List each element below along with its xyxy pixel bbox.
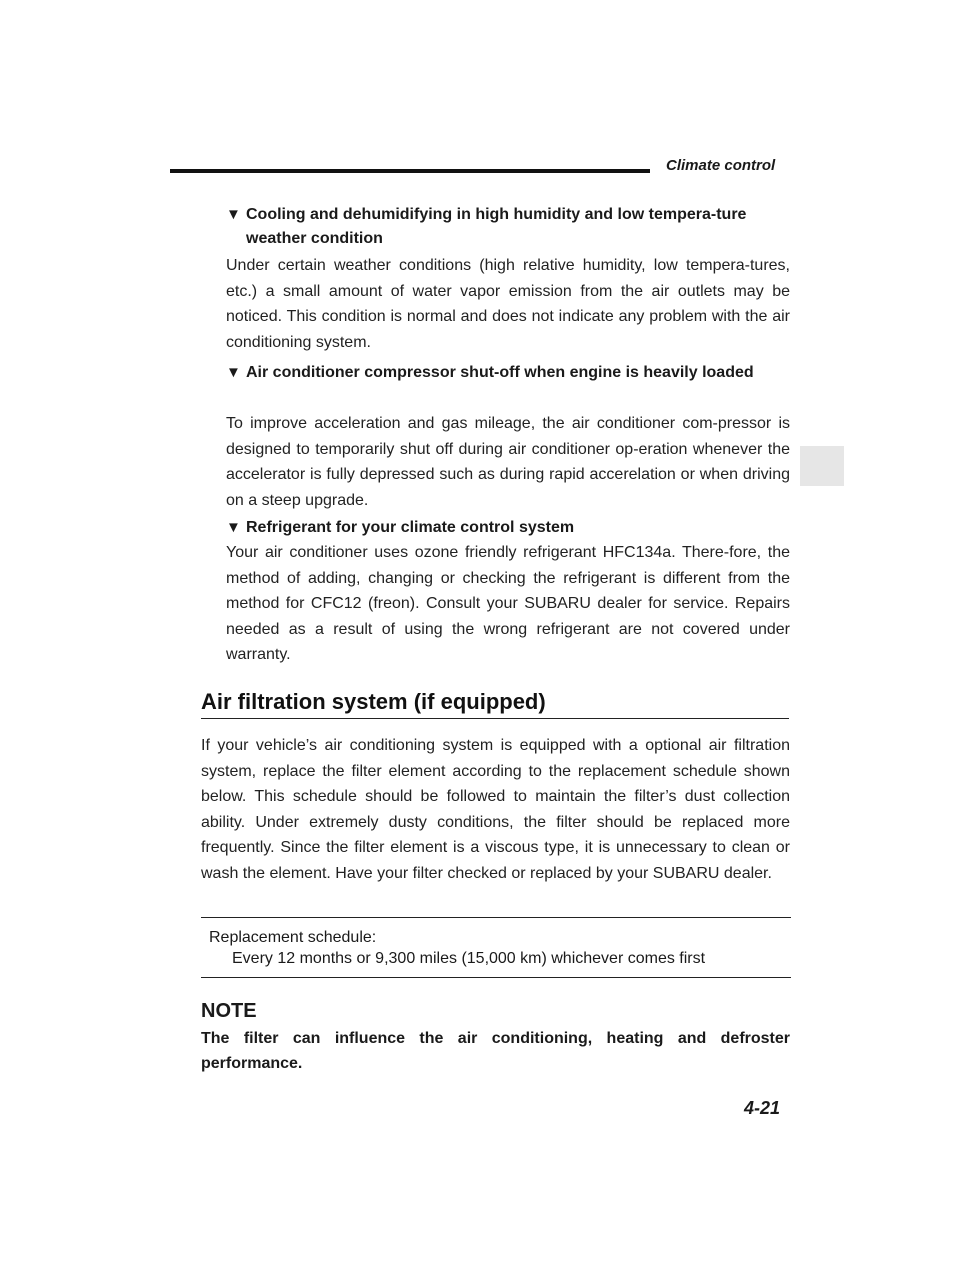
subheading-refrigerant: [226, 516, 790, 540]
subheading-text: Refrigerant for your climate control system: [246, 519, 575, 536]
subheading-text: Cooling and dehumidifying in high humidity and low tempera-ture weather condition: [246, 206, 747, 247]
section-intro-paragraph: If your vehicle’s air conditioning system is equipped with a optional air filtration system, replace the filter element according to the replacement schedule shown below. This schedule should be followed to maintain the filter’s dust collection ability. Under extremely dusty conditions, the filter should be replaced more frequently. Since the filter element is a viscous type, it is unnecessary to clean or wash the element. Have your filter checked or replaced by your SUBARU dealer.: [201, 737, 790, 882]
running-header-title: Climate control: [666, 157, 776, 174]
header-rule: [170, 169, 650, 173]
paragraph-refrigerant: Your air conditioner uses ozone friendly refrigerant HFC134a. There-fore, the method of adding, changing or checking the refrigerant is different from the method for CFC12 (freon). Consult your SUBARU dealer for service. Repairs needed as a result of using the wrong refrigerant are not covered under warranty.: [226, 544, 790, 664]
schedule-detail: Every 12 months or 9,300 miles (15,000 km) whichever comes first: [232, 950, 706, 967]
paragraph-compressor-shutoff: To improve acceleration and gas mileage, the air conditioner com-pressor is designed to temporarily shut off during air conditioner op-eration whenever the accelerator is fully depressed such as during rapid accerelation or when driving on a steep upgrade.: [226, 415, 790, 509]
section-title: Air filtration system (if equipped): [201, 689, 546, 714]
subheading-compressor-shutoff: [226, 361, 790, 385]
page-number: 4-21: [744, 1098, 781, 1118]
note-text: The filter can influence the air conditioning, heating and defroster performance.: [201, 1030, 790, 1072]
schedule-top-rule: [201, 917, 791, 918]
section-title-rule: [201, 718, 789, 719]
triangle-bullet-icon: ▼: [226, 364, 241, 381]
triangle-bullet-icon: ▼: [226, 206, 241, 223]
note-title: NOTE: [201, 1000, 257, 1022]
paragraph-cooling-dehumidifying: Under certain weather conditions (high relative humidity, low tempera-tures, etc.) a small amount of water vapor emission from the air outlets may be noticed. This condition is normal and does not indicate any problem with the air conditioning system.: [226, 257, 790, 351]
chapter-thumb-tab: [800, 446, 844, 486]
schedule-bottom-rule: [201, 977, 791, 978]
triangle-bullet-icon: ▼: [226, 519, 241, 536]
schedule-label: Replacement schedule:: [209, 929, 377, 946]
subheading-cooling-dehumidifying: [226, 203, 790, 251]
subheading-text: Air conditioner compressor shut-off when engine is heavily loaded: [246, 364, 754, 381]
